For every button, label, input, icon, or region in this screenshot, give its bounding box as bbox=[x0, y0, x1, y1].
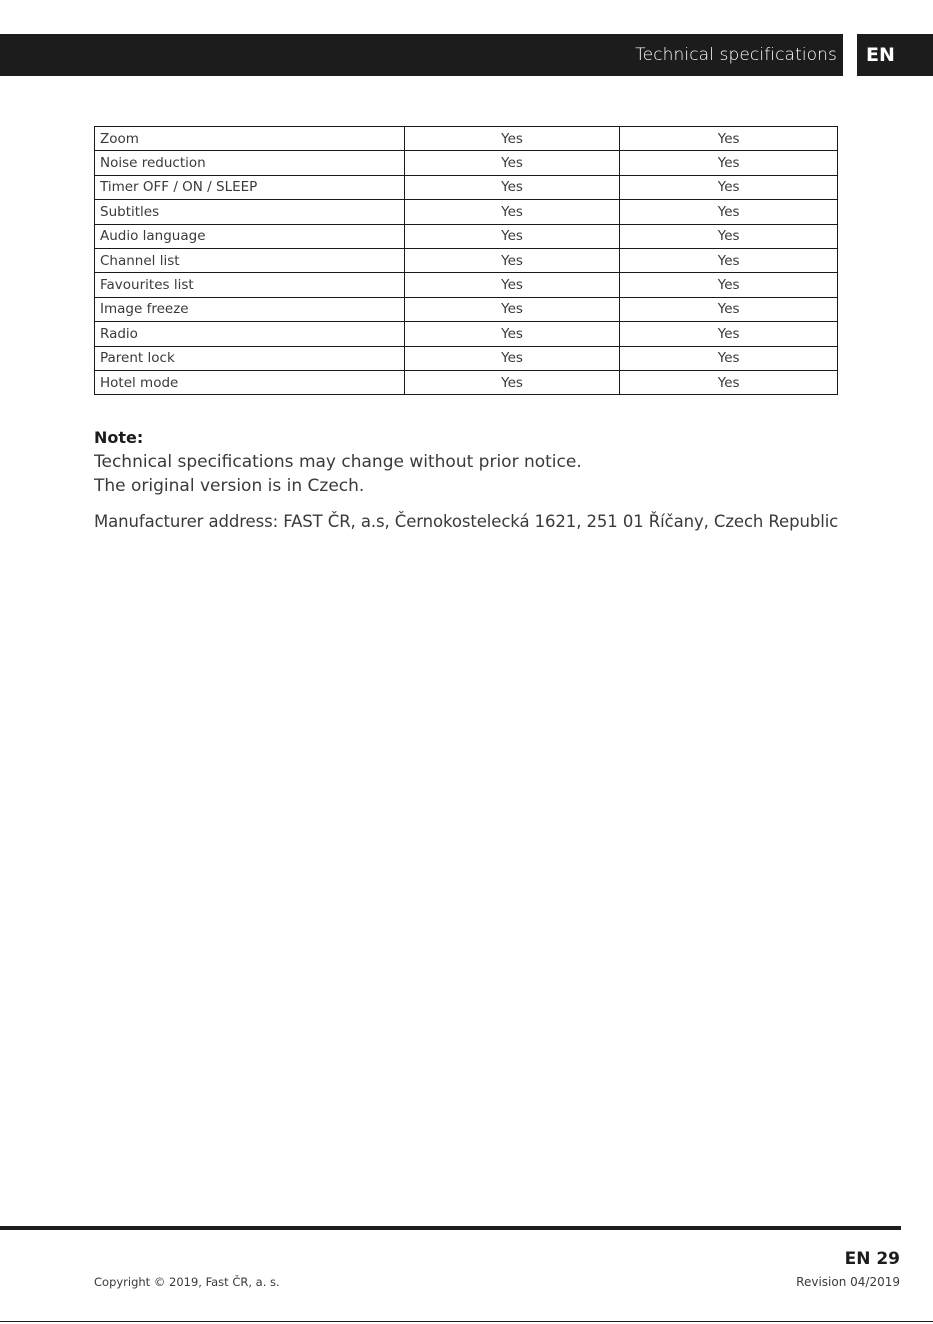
table-row bbox=[95, 127, 838, 151]
value-cell-b: Yes bbox=[620, 175, 838, 199]
value-cell-b: Yes bbox=[620, 127, 838, 151]
value-cell-b: Yes bbox=[620, 248, 838, 272]
value-cell-a: Yes bbox=[404, 127, 620, 151]
table-row bbox=[95, 297, 838, 321]
value-cell-a: Yes bbox=[404, 273, 620, 297]
feature-cell: Favourites list bbox=[95, 273, 405, 297]
manufacturer-address: Manufacturer address: FAST ČR, a.s, Černokostelecká 1621, 251 01 Říčany, Czech Republic bbox=[94, 512, 839, 531]
feature-cell: Noise reduction bbox=[95, 151, 405, 175]
table-row bbox=[95, 273, 838, 297]
value-cell-a: Yes bbox=[404, 297, 620, 321]
value-cell-a: Yes bbox=[404, 224, 620, 248]
feature-cell: Image freeze bbox=[95, 297, 405, 321]
value-cell-a: Yes bbox=[404, 248, 620, 272]
feature-cell: Subtitles bbox=[95, 200, 405, 224]
table-row bbox=[95, 224, 838, 248]
feature-cell: Channel list bbox=[95, 248, 405, 272]
section-title: Technical specifications bbox=[635, 45, 837, 65]
note-line-2: The original version is in Czech. bbox=[94, 476, 365, 496]
value-cell-b: Yes bbox=[620, 151, 838, 175]
feature-cell: Zoom bbox=[95, 127, 405, 151]
value-cell-b: Yes bbox=[620, 297, 838, 321]
feature-cell: Audio language bbox=[95, 224, 405, 248]
bottom-divider bbox=[0, 1321, 933, 1322]
value-cell-b: Yes bbox=[620, 370, 838, 394]
value-cell-a: Yes bbox=[404, 175, 620, 199]
table-row bbox=[95, 200, 838, 224]
value-cell-b: Yes bbox=[620, 273, 838, 297]
feature-cell: Parent lock bbox=[95, 346, 405, 370]
page-number: EN 29 bbox=[844, 1249, 900, 1269]
value-cell-b: Yes bbox=[620, 346, 838, 370]
header-bar bbox=[0, 34, 843, 76]
value-cell-a: Yes bbox=[404, 151, 620, 175]
value-cell-b: Yes bbox=[620, 224, 838, 248]
value-cell-b: Yes bbox=[620, 200, 838, 224]
spec-table bbox=[94, 126, 838, 395]
table-row bbox=[95, 248, 838, 272]
table-row bbox=[95, 175, 838, 199]
value-cell-a: Yes bbox=[404, 370, 620, 394]
value-cell-a: Yes bbox=[404, 322, 620, 346]
feature-cell: Timer OFF / ON / SLEEP bbox=[95, 175, 405, 199]
spec-table-body bbox=[95, 127, 838, 395]
copyright: Copyright © 2019, Fast ČR, a. s. bbox=[94, 1275, 280, 1289]
table-row bbox=[95, 370, 838, 394]
feature-cell: Radio bbox=[95, 322, 405, 346]
table-row bbox=[95, 151, 838, 175]
footer-divider bbox=[0, 1226, 901, 1230]
table-row bbox=[95, 322, 838, 346]
table-row bbox=[95, 346, 838, 370]
value-cell-a: Yes bbox=[404, 346, 620, 370]
note-heading: Note: bbox=[94, 428, 144, 447]
language-badge: EN bbox=[857, 34, 933, 76]
value-cell-b: Yes bbox=[620, 322, 838, 346]
note-line-1: Technical specifications may change without prior notice. bbox=[94, 452, 582, 472]
revision: Revision 04/2019 bbox=[796, 1275, 900, 1289]
feature-cell: Hotel mode bbox=[95, 370, 405, 394]
value-cell-a: Yes bbox=[404, 200, 620, 224]
